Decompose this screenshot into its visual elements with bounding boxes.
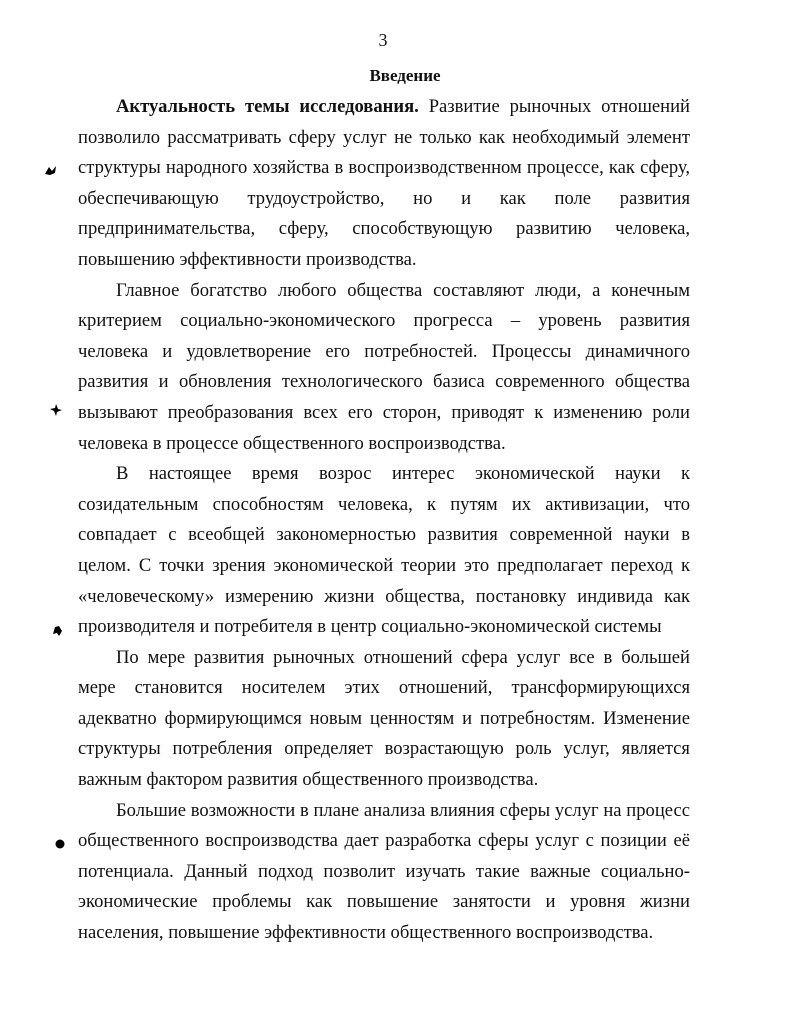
margin-mark-icon (44, 165, 58, 181)
margin-mark-shape (50, 404, 62, 416)
margin-mark-shape (44, 165, 58, 177)
paragraph-wealth: Главное богатство любого общества составляют люди, а конечным критерием социально-экономического прогресса – уровень развития человека и удовлетворение его потребностей. Процессы динамичного развития и обновления технологического базиса современного общества вызывают преобразования всех его сторон, приводят к изменению роли человека в процессе общественного воспроизводства. (78, 279, 690, 454)
margin-mark-icon (50, 404, 62, 420)
margin-mark-shape (54, 838, 66, 850)
paragraph-interest: В настоящее время возрос интерес экономической науки к созидательным способностям человека, к путям их активизации, что совпадает с всеобщей закономерностью развития современной науки в целом. С точки зрения экономической теории это предполагает переход к «человеческому» измерению жизни общества, постановку индивида как производителя и потребителя в центр социально-экономической системы (78, 463, 690, 638)
paragraph-text: Развитие рыночных отношений позволило рассматривать сферу услуг не только как необходимый элемент структуры народного хозяйства в воспроизводственном процессе, как сферу, обеспечивающую трудоустройство, но и как поле развития предпринимательства, сферу, способствующую развитию человека, повышению эффективности производства. (78, 96, 691, 270)
body-text (78, 92, 690, 949)
paragraph-lead: Актуальность темы исследования. (116, 96, 419, 117)
paragraph-relevance (78, 92, 690, 276)
margin-mark-shape (52, 625, 64, 637)
paragraph-market: По мере развития рыночных отношений сфера услуг все в большей мере становится носителем этих отношений, трансформирующихся адекватно формирующимся новым ценностям и потребностям. Изменение структуры потребления определяет возрастающую роль услуг, является важным фактором развития общественного производства. (78, 646, 690, 791)
paragraph-potential: Большие возможности в плане анализа влияния сферы услуг на процесс общественного воспроизводства дает разработка сферы услуг с позиции её потенциала. Данный подход позволит изучать такие важные социально-экономические проблемы как повышение занятости и уровня жизни населения, повышение эффективности общественного воспроизводства. (78, 799, 690, 944)
page-number: 3 (378, 30, 388, 50)
margin-mark-icon (52, 625, 64, 641)
margin-mark-icon (54, 838, 66, 854)
section-heading: Введение (369, 66, 441, 85)
